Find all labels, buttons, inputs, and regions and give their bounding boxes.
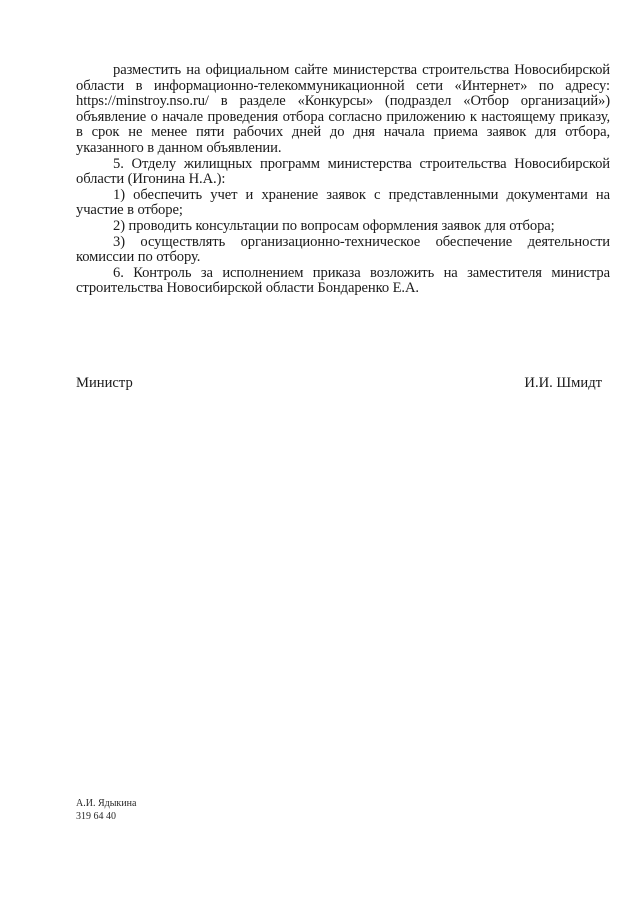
- executor-phone: 319 64 40: [76, 811, 116, 822]
- signatory-name: И.И. Шмидт: [524, 375, 602, 391]
- paragraph-subitem-1: 1) обеспечить учет и хранение заявок с представленными документами на участие в отборе;: [76, 186, 610, 219]
- paragraph-item-5: 5. Отделу жилищных программ министерства строительства Новосибирской области (Игонина Н.А.):: [76, 155, 610, 188]
- paragraph-subitem-2: 2) проводить консультации по вопросам оформления заявок для отбора;: [113, 217, 555, 234]
- signature-block: [76, 374, 610, 392]
- paragraph-subitem-3: 3) осуществлять организационно-техническое обеспечение деятельности комиссии по отбору.: [76, 233, 610, 266]
- paragraph-item-6: 6. Контроль за исполнением приказа возложить на заместителя министра строительства Новосибирской области Бондаренко Е.А.: [76, 264, 610, 297]
- paragraph-publish-announcement: разместить на официальном сайте министерства строительства Новосибирской области в информационно-телекоммуникационной сети «Интернет» по адресу: https://minstroy.nso.ru/ в разделе «Конкурсы» (подраздел «Отбор организаций») объявление о начале проведения отбора согласно приложению к настоящему приказу, в срок не менее пяти рабочих дней до дня начала приема заявок для отбора, указанного в данном объявлении.: [76, 62, 610, 156]
- executor-footer: [76, 797, 136, 823]
- executor-name: А.И. Ядыкина: [76, 798, 137, 809]
- document-body: [76, 63, 610, 297]
- signatory-role: Министр: [76, 375, 133, 391]
